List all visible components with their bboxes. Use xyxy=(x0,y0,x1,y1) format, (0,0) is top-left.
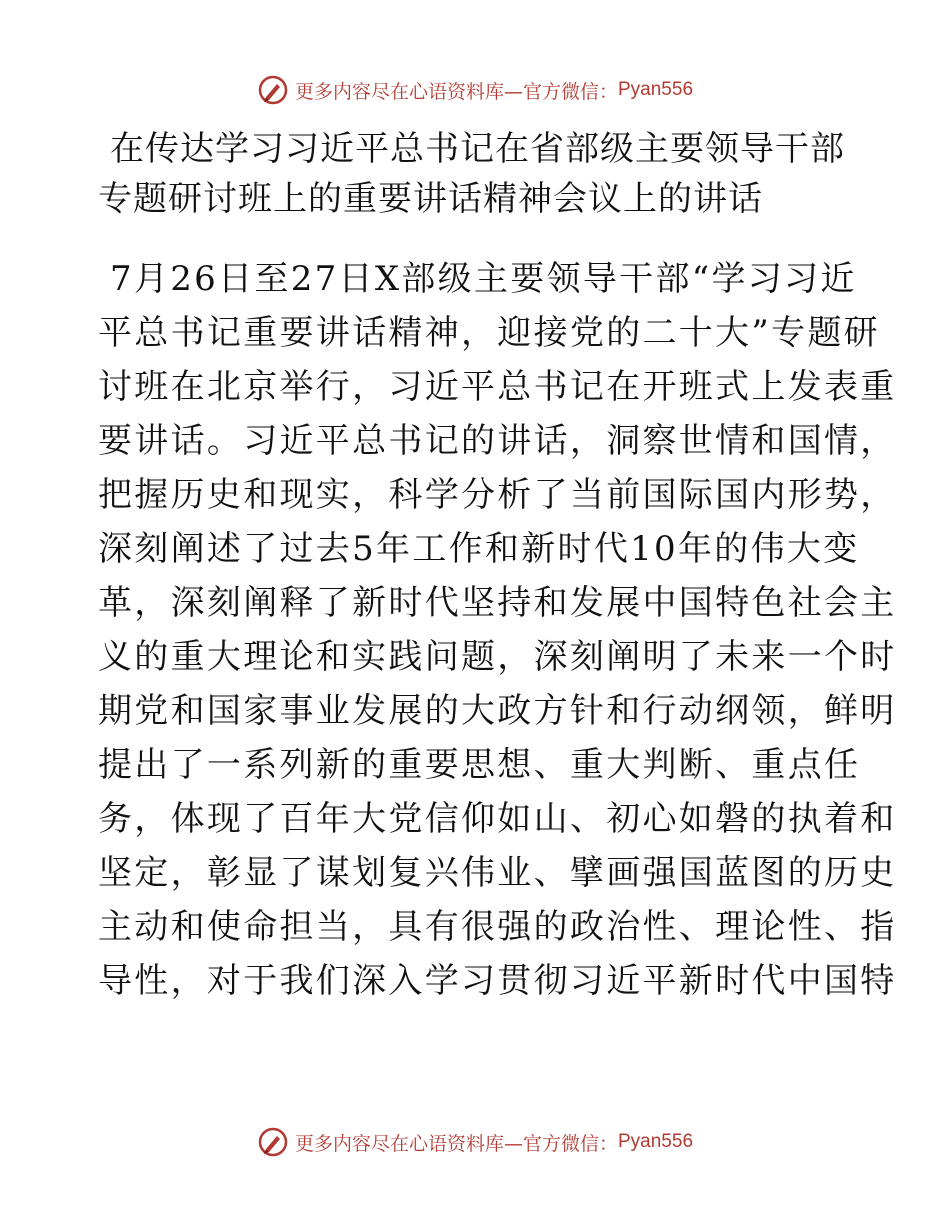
title-line: 在传达学习习近平总书记在省部级主要领导干部 xyxy=(110,129,845,169)
body-line: 革，深刻阐释了新时代坚持和发展中国特色社会主 xyxy=(98,583,897,623)
body-line: 平总书记重要讲话精神，迎接党的二十大”专题研 xyxy=(98,313,880,353)
pen-logo-icon xyxy=(257,74,289,106)
footer-banner xyxy=(0,1124,950,1160)
body-line: 7月26日至27日X部级主要领导干部“学习习近 xyxy=(110,259,857,299)
title-line: 专题研讨班上的重要讲话精神会议上的讲话 xyxy=(98,179,763,219)
body-line: 提出了一系列新的重要思想、重大判断、重点任 xyxy=(98,745,861,785)
body-line: 务，体现了百年大党信仰如山、初心如磐的执着和 xyxy=(98,799,897,839)
footer-banner-text: 更多内容尽在心语资料库—官方微信： xyxy=(294,1132,618,1155)
body-line: 期党和国家事业发展的大政方针和行动纲领，鲜明 xyxy=(98,691,897,731)
body-line: 义的重大理论和实践问题，深刻阐明了未来一个时 xyxy=(98,637,897,677)
pen-logo-icon xyxy=(257,1126,289,1158)
body-line: 主动和使命担当，具有很强的政治性、理论性、指 xyxy=(98,907,897,947)
header-banner xyxy=(0,72,950,108)
body-line: 把握历史和现实，科学分析了当前国际国内形势， xyxy=(98,475,897,515)
body-line: 要讲话。习近平总书记的讲话，洞察世情和国情， xyxy=(98,421,897,461)
body-line: 讨班在北京举行，习近平总书记在开班式上发表重 xyxy=(98,367,897,407)
document-title xyxy=(98,124,878,224)
body-line: 坚定，彰显了谋划复兴伟业、擘画强国蓝图的历史 xyxy=(98,853,897,893)
body-paragraph xyxy=(98,252,897,1008)
body-line: 导性，对于我们深入学习贯彻习近平新时代中国特 xyxy=(98,961,897,1001)
body-line: 深刻阐述了过去5年工作和新时代10年的伟大变 xyxy=(98,529,860,569)
header-banner-text: 更多内容尽在心语资料库—官方微信： xyxy=(294,80,618,103)
header-banner-wechat: Pyan556 xyxy=(618,79,694,100)
footer-banner-wechat: Pyan556 xyxy=(618,1131,694,1152)
